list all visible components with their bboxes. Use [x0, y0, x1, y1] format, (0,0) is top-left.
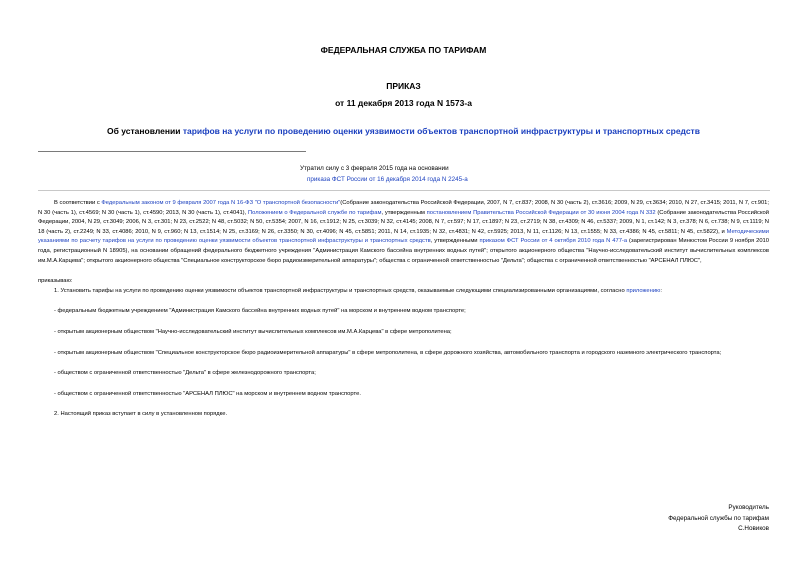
document-date-number: от 11 декабря 2013 года N 1573-а: [335, 98, 472, 108]
preamble-text-1: В соответствии с: [54, 200, 102, 206]
order-word: приказываю:: [38, 278, 73, 285]
list-item: - открытым акционерным обществом "Специальное конструкторское бюро радиоизмерительной аппаратуры" в сфере метрополитена, в сфере дорожного хозяйства, автомобильного транспорта и городского наземного электрического транспорта;: [54, 349, 722, 356]
fst-regulation-link[interactable]: Положением о Федеральной службе по тарифам: [247, 209, 382, 216]
preamble-paragraph: [38, 199, 769, 266]
signature-position: Руководитель: [728, 504, 769, 511]
status-divider: [38, 190, 770, 191]
signature-organization: Федеральной службы по тарифам: [668, 514, 769, 522]
status-link[interactable]: приказа ФСТ России от 16 декабря 2014 года N 2245-а: [307, 176, 468, 183]
title-divider: [38, 151, 306, 152]
signature-block: [668, 503, 769, 535]
list-item: - федеральным бюджетным учреждением "Администрация Камского бассейна внутренних водных путей" на морском и внутреннем водном транспорте;: [54, 308, 466, 315]
list-item: - открытым акционерным обществом "Научно-исследовательский институт вычислительных комплексов им.М.А.Карцева" в сфере метрополитена;: [54, 328, 452, 335]
item-1-paragraph: [38, 287, 769, 297]
methodical-guidelines-link[interactable]: Методическими указаниями по расчету тарифов на услуги по проведению оценки уязвимости объектов транспортной инфраструктуры и транспортных средств: [38, 228, 769, 245]
government-decree-link[interactable]: постановлением Правительства Российской Федерации от 30 июня 2004 года N 332: [426, 209, 656, 216]
preamble-text-4: (Собрание законодательства Российской Федерации, 2004, N 29, ст.3049; 2006, N 3, ст.301; N 23, ст.2522; N 48, ст.5032; N 50, ст.5354; 2007, N 16, ст.1912; N 25, ст.3039; N 32, ст.4145; 2008, N 7, ст.597; N 17, ст.1897; N 23, ст.2719; N 38, ст.4309; N 46, ст.5337; 2009, N 1, ст.142; N 3, ст.378; N 6, ст.738; N 9, ст.1119; N 18 (часть 2), ст.2249; N 33, ст.4086; 2010, N 9, ст.960; N 13, ст.1514; N 25, ст.3169; N 26, ст.3350; N 30, ст.4096; N 45, ст.5851; 2011, N 14, ст.1935; N 32, ст.4831; N 42, ст.5925; 2013, N 11, ст.1126; N 13, ст.1555; N 33, ст.4386; N 45, ст.5811; N 45, ст.5822), и: [38, 209, 770, 235]
title-text: Об установлении: [107, 126, 183, 136]
organization-name: ФЕДЕРАЛЬНАЯ СЛУЖБА ПО ТАРИФАМ: [320, 45, 487, 55]
status-line: Утратил силу с 3 февраля 2015 года на основании: [300, 165, 449, 172]
preamble-text-6: (зарегистрирован Минюстом России 9 ноября 2010 года, регистрационный N 18905), на основании обращений федерального бюджетного учреждения "Администрация Камского бассейна внутренних водных путей"; открытого акционерного общества "Научно-исследовательский институт вычислительных комплексов им.М.А.Карцева"; открытого акционерного общества "Специальное конструкторское бюро радиоизмерительной аппаратуры"; общества с ограниченной ответственностью "Дельта"; общества с ограниченной ответственностью "АРСЕНАЛ ПЛЮС",: [38, 238, 770, 264]
document-body: [38, 199, 769, 420]
item-1-text: 1. Установить тарифы на услуги по проведению оценки уязвимости объектов транспортной инфраструктуры и транспортных средств, оказываемые следующими специализированными организациями, согласно: [54, 287, 627, 294]
appendix-link[interactable]: приложению: [626, 287, 661, 294]
status-note: [300, 163, 620, 185]
preamble-text-3: , утвержденным: [381, 209, 427, 216]
signature-name: С.Новиков: [738, 525, 769, 532]
preamble-text-5: , утвержденными: [430, 238, 480, 245]
federal-law-link[interactable]: Федеральным законом от 9 февраля 2007 года N 16-ФЗ "О транспортной безопасности": [101, 200, 341, 206]
item-2-paragraph: 2. Настоящий приказ вступает в силу в установленном порядке.: [54, 411, 228, 418]
title-link[interactable]: тарифов на услуги по проведению оценки уязвимости объектов транспортной инфраструктуры и транспортных средств: [182, 126, 700, 136]
document-type: ПРИКАЗ: [386, 81, 421, 91]
list-item: - обществом с ограниченной ответственностью "АРСЕНАЛ ПЛЮС" на морском и внутреннем водном транспорте.: [54, 390, 361, 397]
item-1-end: :: [660, 287, 663, 294]
fst-order-link[interactable]: приказом ФСТ России от 4 октября 2010 года N 477-а: [479, 238, 628, 245]
preamble-text-2: (Собрание законодательства Российской Федерации, 2007, N 7, ст.837; 2008, N 30 (часть 2), ст.3616; 2009, N 29, ст.3634; 2010, N 27, ст.3415; 2011, N 7, ст.901; N 30 (часть 1), ст.4569; N 30 (часть 1), ст.4590; 2013, N 30 (часть 1), ст.4041),: [38, 200, 769, 216]
document-title: [0, 126, 807, 136]
list-item: - обществом с ограниченной ответственностью "Дельта" в сфере железнодорожного транспорта;: [54, 370, 316, 377]
